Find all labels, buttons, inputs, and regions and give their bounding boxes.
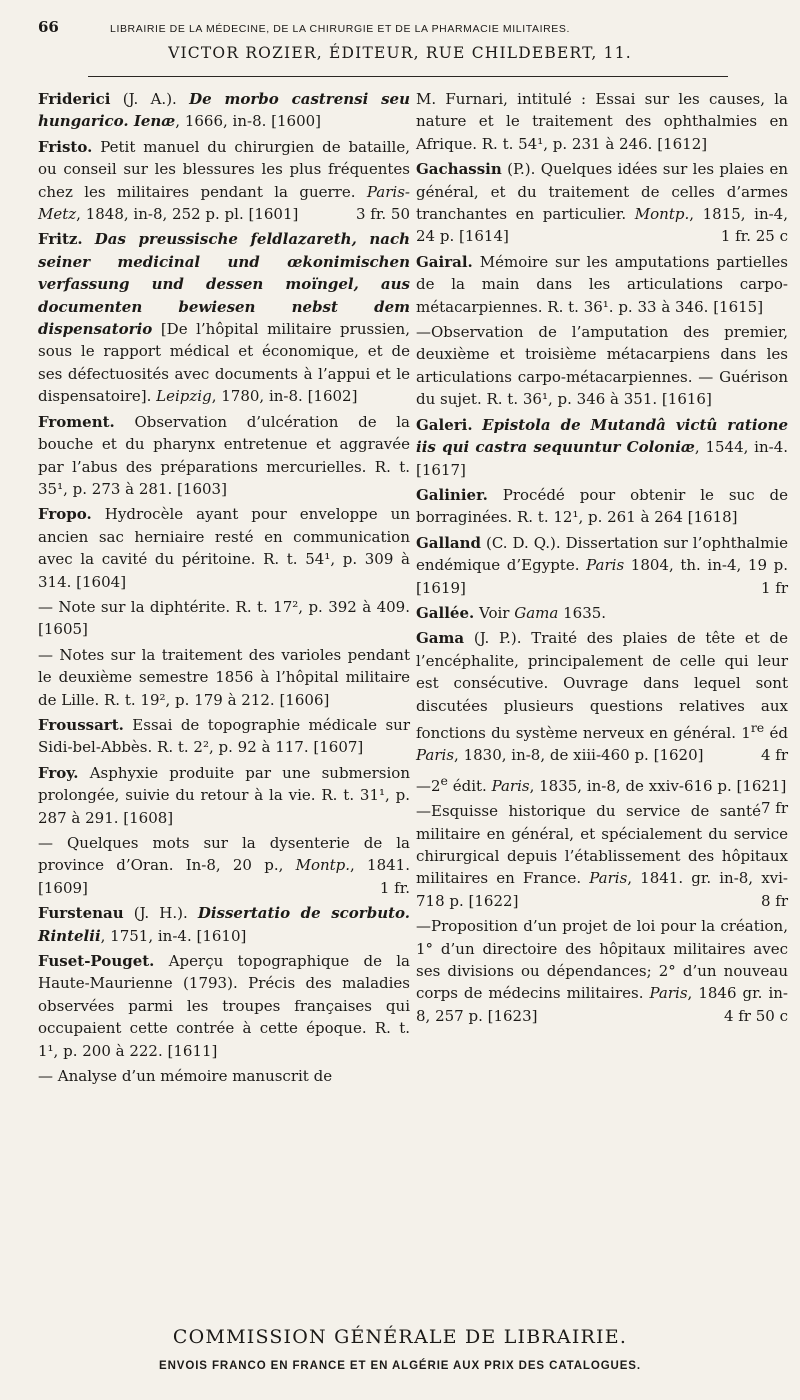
catalog-entry: —Proposition d’un projet de loi pour la création, 1° d’un directoire des hôpitaux militaires avec ses divisions ou dépendances; 2° d’un nouveau corps de médecins militaires. Paris, 1846 gr. in-8, 257 p. [1623] 4 fr 50 c [416, 917, 788, 1025]
catalog-entry: Friderici (J. A.). De morbo castrensi seu hungarico. Ienæ, 1666, in-8. [1600] [38, 90, 410, 131]
catalog-entry: Fropo. Hydrocèle ayant pour enveloppe un ancien sac herniaire resté en communication avec la cavité du péritoine. R. t. 54¹, p. 309 à 314. [1604] [38, 505, 410, 591]
catalog-entry: Fristo. Petit manuel du chirurgien de bataille, ou conseil sur les blessures les plus fréquentes chez les militaires pendant la guerre. Paris-Metz, 1848, in-8, 252 p. pl. [1601] 3 fr. 50 [38, 137, 410, 224]
catalog-entry: Froment. Observation d’ulcération de la bouche et du pharynx entretenue et aggravée par l’abus des préparations mercurielles. R. t. 35¹, p. 273 à 281. [1603] [38, 412, 410, 498]
catalog-entry: Galinier. Procédé pour obtenir le suc de borraginées. R. t. 12¹, p. 261 à 264 [1618] [416, 485, 788, 527]
catalog-entry: Fritz. Das preussische feldlazareth, nach seiner medicinal und œkonimischen verfassung und dessen moïngel, aus documenten bewiesen nebst dem dispensatorio [De l’hôpital militaire prussien, sous le rapport médical et économique, et de ses défectuosités avec documents à l’appui et le dispensatoire]. Leipzig, 1780, in-8. [1602] [38, 230, 410, 406]
catalog-entry: Froussart. Essai de topographie médicale sur Sidi-bel-Abbès. R. t. 2², p. 92 à 117. [1607] [38, 715, 410, 757]
catalog-entry: M. Furnari, intitulé : Essai sur les causes, la nature et le traitement des ophthalmies en Afrique. R. t. 54¹, p. 231 à 246. [1612] [416, 90, 788, 153]
catalog-entry: — Note sur la diphtérite. R. t. 17², p. 392 à 409. [1605] [38, 597, 410, 639]
footer-title: COMMISSION GÉNÉRALE DE LIBRAIRIE. [172, 1326, 628, 1348]
catalog-entry: Furstenau (J. H.). Dissertatio de scorbuto. Rintelii, 1751, in-4. [1610] [38, 904, 410, 945]
header-rule [88, 76, 728, 77]
catalog-entry: Fuset-Pouget. Aperçu topographique de la Haute-Maurienne (1793). Précis des maladies observées parmi les troupes françaises qui occupaient cette contrée à cette époque. R. t. 1¹, p. 200 à 222. [1611] [38, 952, 410, 1060]
catalog-entry: Gallée. Voir Gama 1635. [416, 603, 607, 622]
catalog-entry: —Observation de l’amputation des premier, deuxième et troisième métacarpiens dans les articulations carpo-métacarpiennes. — Guérison du sujet. R. t. 36¹, p. 346 à 351. [1616] [416, 323, 788, 409]
running-head: LIBRAIRIE DE LA MÉDECINE, DE LA CHIRURGIE ET DE LA PHARMACIE MILITAIRES. [110, 23, 571, 35]
catalog-entry: — Notes sur la traitement des varioles pendant le deuxième semestre 1856 à l’hôpital militaire de Lille. R. t. 19², p. 179 à 212. [1606] [38, 645, 410, 709]
publisher-line: VICTOR ROZIER, ÉDITEUR, RUE CHILDEBERT, 11. [168, 44, 632, 62]
page-header [38, 18, 782, 42]
catalog-entry: —2e édit. Paris, 1835, in-8, de xxiv-616 p. [1621] 7 fr [416, 772, 788, 818]
page-number: 66 [38, 18, 59, 36]
catalog-entry: Gairal. Mémoire sur les amputations partielles de la main dans les articulations carpo-métacarpiennes. R. t. 36¹. p. 33 à 346. [1615] [416, 252, 788, 316]
catalog-entry: — Analyse d’un mémoire manuscrit de [38, 1067, 333, 1086]
right-column [416, 88, 788, 1030]
left-column [38, 88, 410, 1090]
catalog-entry: Galland (C. D. Q.). Dissertation sur l’ophthalmie endémique d’Egypte. Paris 1804, th. in-4, 19 p. [1619] 1 fr [416, 533, 788, 597]
footer-subtitle: ENVOIS FRANCO EN FRANCE ET EN ALGÉRIE AUX PRIX DES CATALOGUES. [159, 1360, 641, 1372]
catalog-entry: Galeri. Epistola de Mutandâ victû ratione iis qui castra sequuntur Coloniæ, 1544, in-4. [1617] [416, 415, 789, 479]
catalog-entry: — Quelques mots sur la dysenterie de la province d’Oran. In-8, 20 p., Montp., 1841. [1609] 1 fr. [38, 834, 410, 897]
catalog-entry: —Esquisse historique du service de santé militaire en général, et spécialement du service chirurgical depuis l’établissement des hôpitaux militaires en France. Paris, 1841. gr. in-8, xvi-718 p. [1622] 8 fr [416, 802, 788, 910]
catalog-entry: Gama (J. P.). Traité des plaies de tête et de l’encéphalite, principalement de celle qui leur est consécutive. Ouvrage dans lequel sont discutées plusieurs questions relatives aux fonctions du système nerveux en général. 1re éd Paris, 1830, in-8, de xiii-460 p. [1620] 4 fr [416, 629, 788, 765]
catalog-entry: Froy. Asphyxie produite par une submersion prolongée, suivie du retour à la vie. R. t. 31¹, p. 287 à 291. [1608] [38, 763, 410, 827]
catalog-entry: Gachassin (P.). Quelques idées sur les plaies en général, et du traitement de celles d’armes tranchantes en particulier. Montp., 1815, in-4, 24 p. [1614] 1 fr. 25 c [416, 160, 788, 246]
